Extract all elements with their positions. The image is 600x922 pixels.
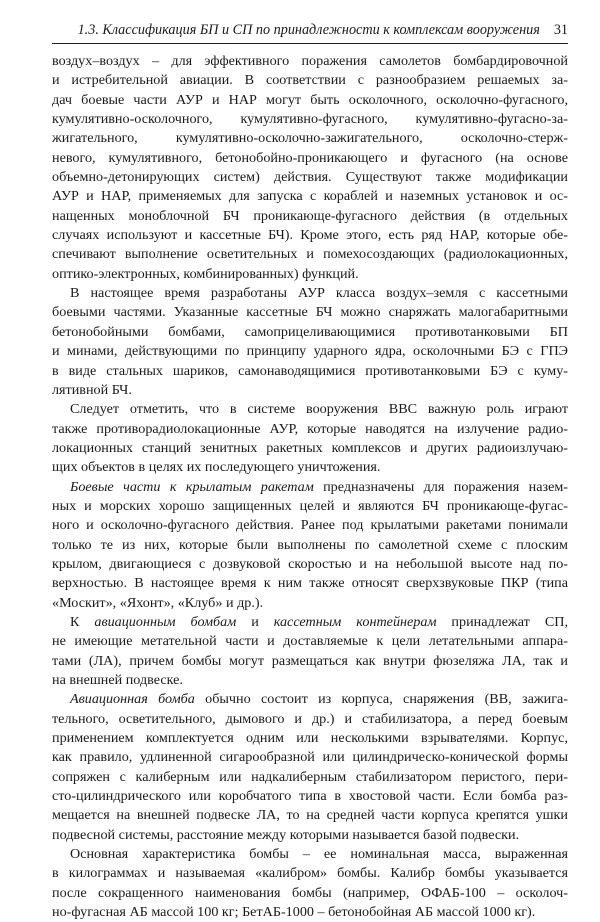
text-line: как правило, удлиненной сигарообразной или цилиндрическо-конической формы [52, 749, 568, 766]
text-line: оптико-электронных, комбинированных) функций. [52, 265, 359, 282]
text-line: жигательного, кумулятивно-осколочно-зажигательного, осколочно-стерж- [52, 130, 568, 147]
text-line: бетонобойными бомбами, самоприцеливающимися противотанковыми БП [52, 323, 568, 340]
text-line: Следует отметить, что в системе вооружения ВВС важную роль играют [70, 401, 568, 418]
paragraph [52, 478, 568, 613]
text-line [52, 478, 568, 497]
text-line: и истребительной авиации. В соответствии с разнообразием решаемых за- [52, 72, 568, 89]
text-line: в виде стальных шариков, самонаводящимися противотанковыми БЭ с куму- [52, 362, 568, 379]
text-line: «Москит», «Яхонт», «Клуб» и др.). [52, 594, 264, 611]
text-line: мещается на внешней подвеске ЛА, то на средней части корпуса крепятся ушки [52, 807, 568, 824]
paragraph [52, 52, 568, 284]
text-line: и минами, действующими по принципу ударного ядра, осколочными БЭ с ГПЭ [52, 343, 568, 360]
text-line: дач боевые части АУР и НАР могут быть осколочного, осколочно-фугасного, [52, 91, 568, 108]
text-line: после сокращенного наименования бомбы (например, ОФАБ-100 – осколоч- [52, 884, 568, 901]
text-line: спечивают выполнение осветительных и помехосоздающих (радиолокационных, [52, 246, 568, 263]
text-line: нащенных моноблочной БЧ проникающе-фугасного действия (в отдельных [52, 207, 568, 224]
text-line: Основная характеристика бомбы – ее номинальная масса, выраженная [70, 846, 568, 863]
page-number: 31 [553, 22, 568, 38]
text-fragment: и [236, 613, 274, 630]
text-line: но-фугасная АБ массой 100 кг; БетАБ-1000 – бетонобойная АБ массой 1000 кг). [52, 904, 536, 921]
paragraph [52, 613, 568, 690]
text-line: только те из них, которые были выполнены по самолетной схеме с плоским [52, 536, 568, 553]
emphasis-term: Боевые части к крылатым ракетам [70, 478, 314, 495]
text-line: случаях используют и кассетные БЧ). Кроме этого, есть ряд НАР, которые обе- [52, 227, 568, 244]
text-line [52, 690, 568, 709]
text-line: В настоящее время разработаны АУР класса воздух–земля с кассетными [70, 285, 568, 302]
emphasis-term: авиационным бомбам [94, 613, 237, 630]
text-line: сопряжен с калиберным или надкалиберным стабилизатором перистого, пери- [52, 768, 568, 785]
paragraph [52, 845, 568, 922]
text-line: ного и осколочно-фугасного действия. Ранее под крылатыми ракетами понимали [52, 517, 568, 534]
text-line: локационных станций зенитных ракетных комплексов и других радиоизлучаю- [52, 439, 568, 456]
text-line [52, 613, 568, 632]
emphasis-term: кассетным контейнерам [273, 613, 437, 630]
section-title: 1.3. Классификация БП и СП по принадлежности к комплексам вооружения [77, 22, 540, 38]
text-fragment: принадлежат СП, [436, 613, 568, 630]
text-line: АУР и НАР, применяемых для запуска с кораблей и наземных установок и ос- [52, 188, 568, 205]
text-fragment: обычно состоит из корпуса, снаряжения (ВВ, зажига- [194, 691, 568, 708]
text-line: воздух–воздух – для эффективного поражения самолетов бомбардировочной [52, 53, 568, 69]
text-line: тами (ЛА), причем бомбы могут размещаться как внутри фюзеляжа ЛА, так и [52, 652, 568, 669]
text-line: на внешней подвеске. [52, 672, 183, 688]
paragraph [52, 284, 568, 400]
body-text [52, 52, 568, 922]
paragraph [52, 690, 568, 845]
text-line: не имеющие метательной части и доставляемые к цели летательными аппара- [52, 633, 568, 650]
text-line: подвесной системы, расстояние между которыми называется базой подвески. [52, 826, 520, 843]
text-line: кумулятивно-осколочного, кумулятивно-фугасного, кумулятивно-фугасно-за- [52, 111, 568, 128]
text-line: в килограммах и называемая «калибром» бомбы. Калибр бомбы указывается [52, 865, 568, 882]
text-line: объемно-детонирующих систем) действия. Существуют также модификации [52, 169, 568, 186]
text-line: лятивной БЧ. [52, 381, 132, 398]
text-line: невого, кумулятивного, бетонобойно-проникающего и фугасного (на основе [52, 149, 568, 166]
text-line: боевыми частями. Указанные кассетные БЧ можно снаряжать малогабаритными [52, 304, 568, 321]
text-fragment: предназначены для поражения назем- [313, 478, 568, 495]
text-line: также противорадиолокационные АУР, которые наводятся на излучение радио- [52, 420, 568, 437]
text-line: верхностью. В настоящее время к ним также относят сверхзвуковые ПКР (типа [52, 575, 568, 592]
text-line: сто-цилиндрического или коробчатого типа в хвостовой части. Если бомба раз- [52, 788, 568, 805]
emphasis-term: Авиационная бомба [70, 691, 195, 708]
text-line: крылом, двигающиеся с дозвуковой скоростью и на небольшой высоте над по- [52, 555, 568, 572]
text-line: ных и морских хорошо защищенных целей и являются БЧ проникающе-фугас- [52, 497, 568, 514]
paragraph [52, 400, 568, 477]
text-line: тельного, осветительного, дымового и др.) и стабилизатора, а перед боевым [52, 710, 568, 727]
text-line: щих объектов в целях их последующего уничтожения. [52, 459, 381, 476]
running-header [52, 22, 568, 44]
text-line: применением комплектуется одним или несколькими взрывателями. Корпус, [52, 730, 568, 747]
text-fragment: К [70, 613, 95, 630]
